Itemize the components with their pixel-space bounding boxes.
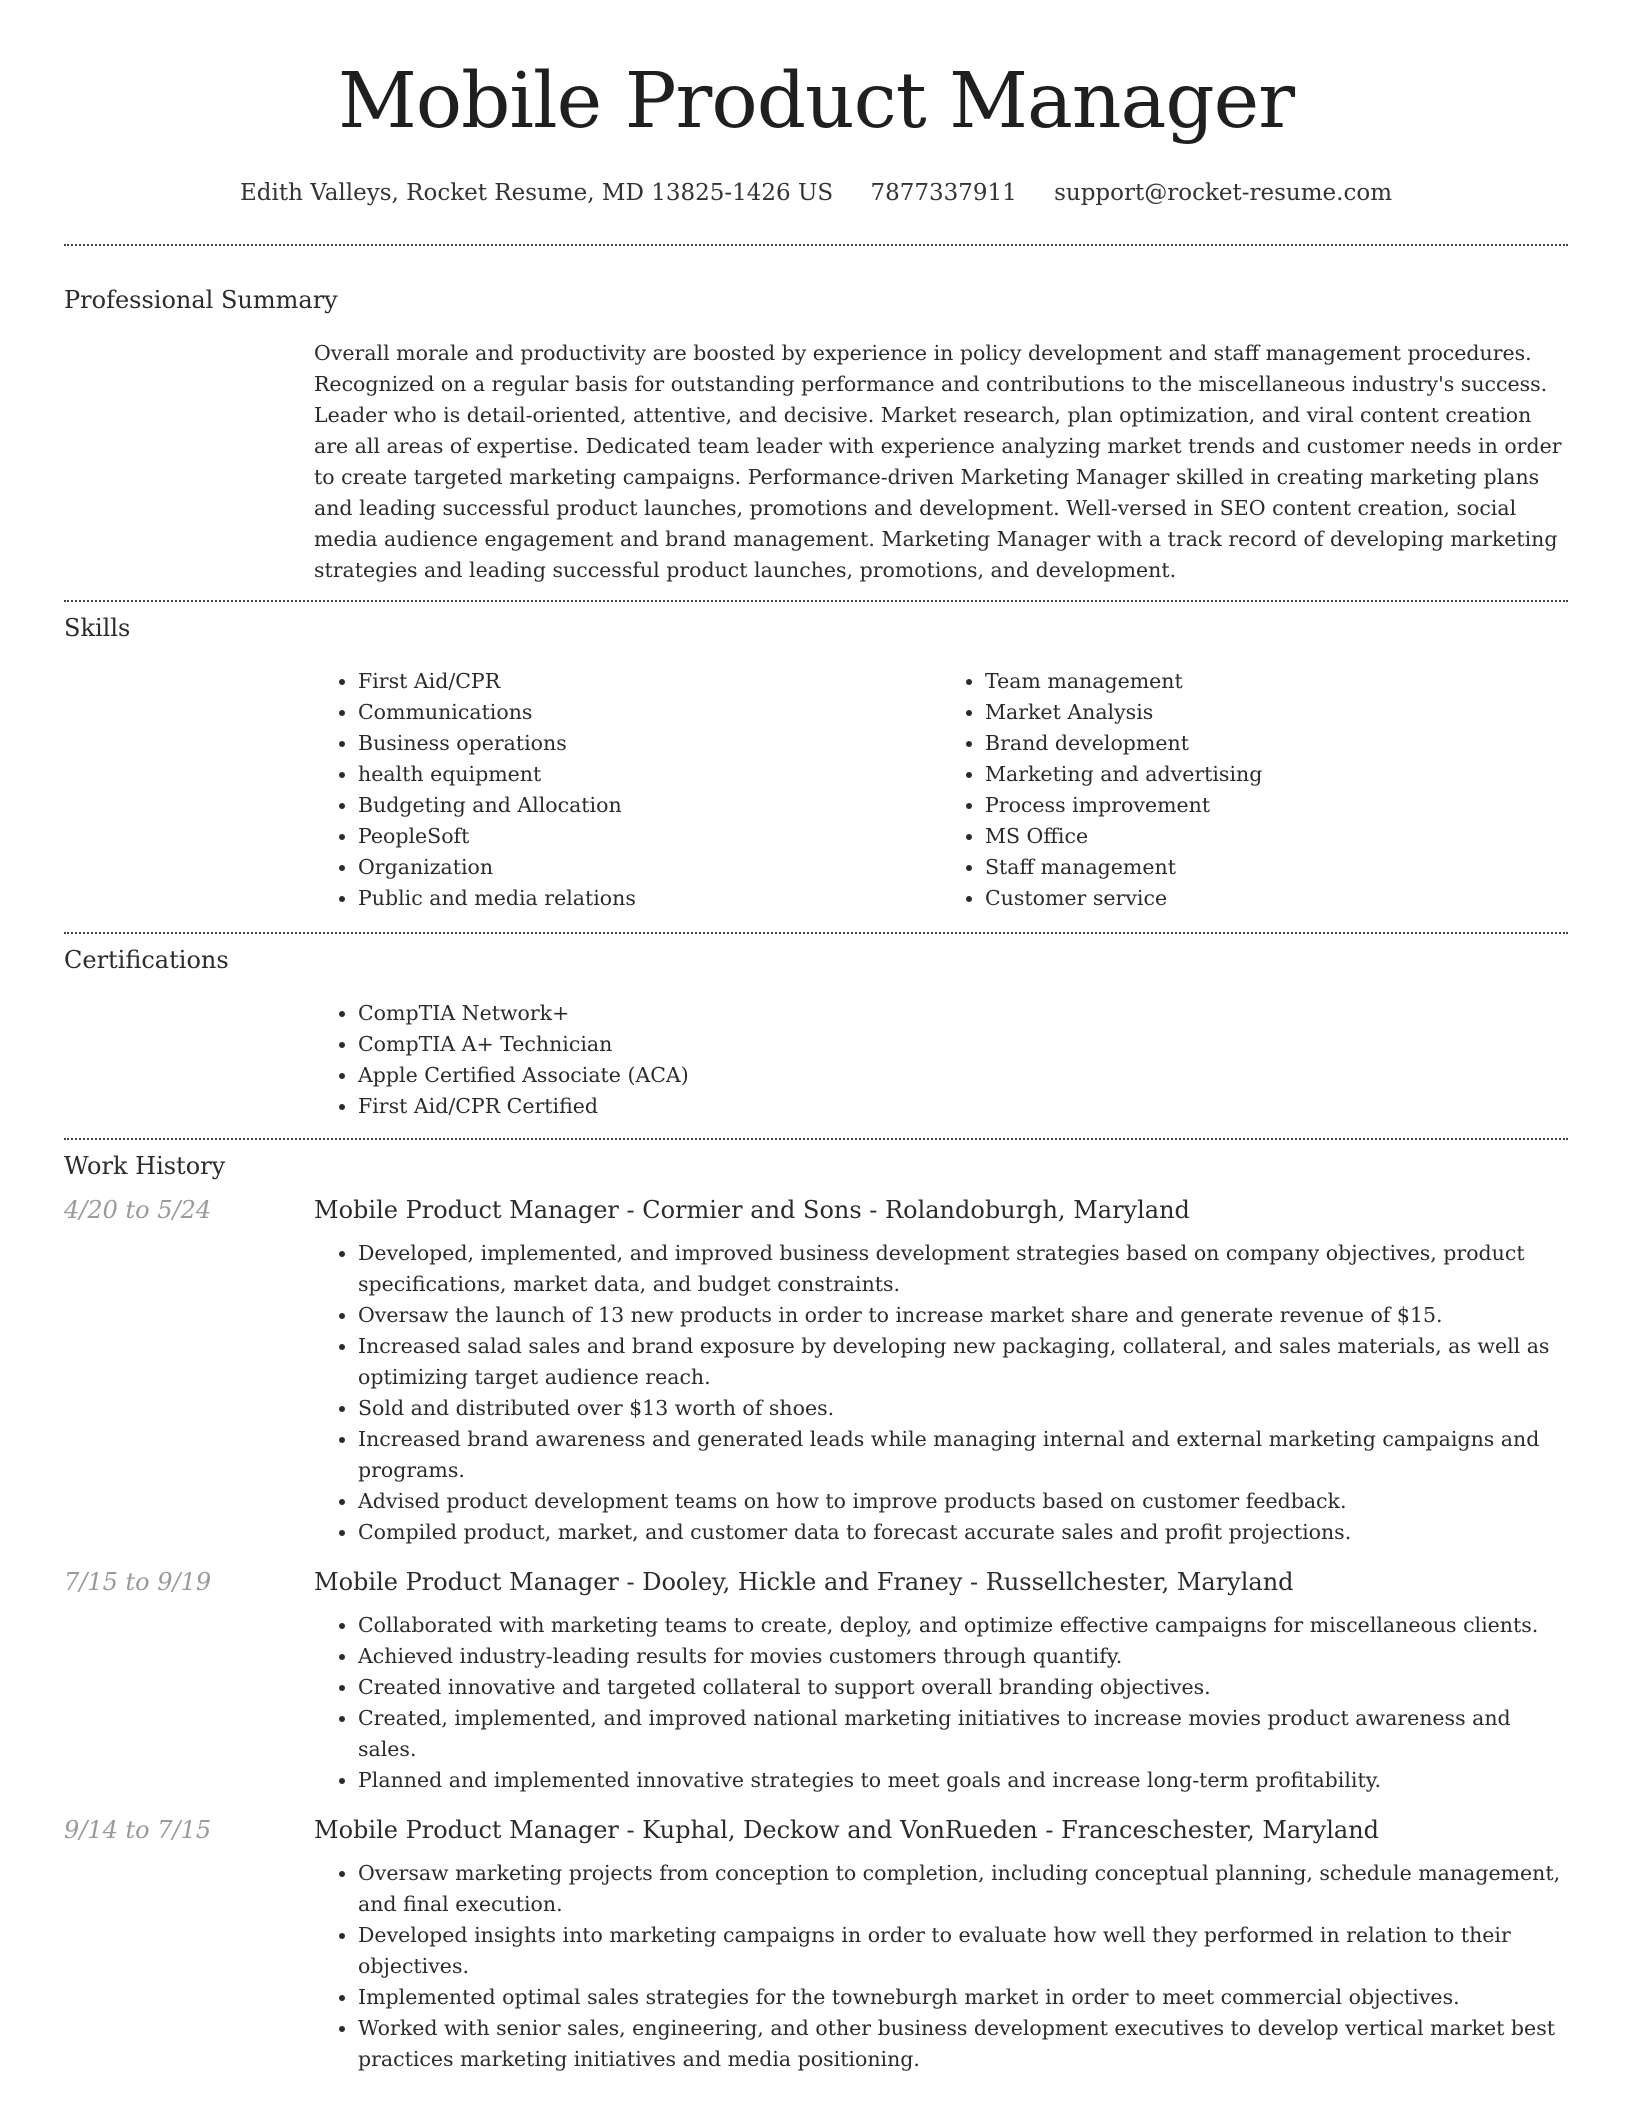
summary-divider	[64, 600, 1568, 602]
skill-item: • Communications	[358, 697, 941, 728]
skills-column-right	[941, 666, 1568, 914]
job-dates: 7/15 to 9/19	[64, 1568, 212, 1596]
job-bullet: • Created innovative and targeted collateral to support overall branding objectives.	[358, 1672, 1568, 1703]
certifications-body	[314, 998, 1568, 1122]
skill-item: • Market Analysis	[985, 697, 1568, 728]
job-bullet: • Increased salad sales and brand exposure by developing new packaging, collateral, and sales materials, as well as optimizing target audience reach.	[358, 1331, 1568, 1393]
job-bullet: • Increased brand awareness and generated leads while managing internal and external marketing campaigns and programs.	[358, 1424, 1568, 1486]
job-bullet: • Worked with senior sales, engineering, and other business development executives to develop vertical market best practices marketing initiatives and media positioning.	[358, 2013, 1568, 2075]
job-entry	[64, 1568, 1568, 1796]
job-bullet: • Created, implemented, and improved national marketing initiatives to increase movies product awareness and sales.	[358, 1703, 1568, 1765]
summary-section	[64, 284, 1568, 586]
certification-item: • First Aid/CPR Certified	[358, 1091, 1568, 1122]
summary-text: Overall morale and productivity are boosted by experience in policy development and staff management procedures. Recognized on a regular basis for outstanding performance and contributions to the miscellaneous industry's success. Leader who is detail-oriented, attentive, and decisive. Market research, plan optimization, and viral content creation are all areas of expertise. Dedicated team leader with experience analyzing market trends and customer needs in order to create targeted marketing campaigns. Performance-driven Marketing Manager skilled in creating marketing plans and leading successful product launches, promotions and development. Well-versed in SEO content creation, social media audience engagement and brand management. Marketing Manager with a track record of developing marketing strategies and leading successful product launches, promotions, and development.	[314, 341, 1562, 582]
header-divider	[64, 244, 1568, 246]
contact-address: Edith Valleys, Rocket Resume, MD 13825-1426 US	[239, 180, 834, 206]
resume-name: Mobile Product Manager	[337, 57, 1295, 146]
job-bullet: • Achieved industry-leading results for movies customers through quantify.	[358, 1641, 1568, 1672]
certification-item: • Apple Certified Associate (ACA)	[358, 1060, 1568, 1091]
job-bullet: • Developed, implemented, and improved business development strategies based on company objectives, product specifications, market data, and budget constraints.	[358, 1238, 1568, 1300]
skills-column-left	[314, 666, 941, 914]
job-bullet: • Developed insights into marketing campaigns in order to evaluate how well they performed in relation to their objectives.	[358, 1920, 1568, 1982]
contact-phone: 7877337911	[870, 180, 1017, 206]
skill-item: • First Aid/CPR	[358, 666, 941, 697]
certifications-list	[314, 998, 1568, 1122]
skills-heading: Skills	[64, 614, 131, 642]
job-bullet-list	[314, 1610, 1568, 1796]
skill-item: • PeopleSoft	[358, 821, 941, 852]
job-header	[64, 1196, 1568, 1224]
skills-list	[314, 666, 1568, 914]
certification-item: • CompTIA A+ Technician	[358, 1029, 1568, 1060]
job-bullet: • Sold and distributed over $13 worth of shoes.	[358, 1393, 1568, 1424]
skill-item: • Organization	[358, 852, 941, 883]
job-bullet: • Compiled product, market, and customer data to forecast accurate sales and profit projections.	[358, 1517, 1568, 1548]
skills-section	[64, 612, 1568, 914]
job-title: Mobile Product Manager - Kuphal, Deckow and VonRueden - Franceschester, Maryland	[314, 1816, 1380, 1844]
work-heading: Work History	[64, 1152, 226, 1180]
contact-line	[64, 178, 1568, 208]
skill-item: • Staff management	[985, 852, 1568, 883]
skill-item: • health equipment	[358, 759, 941, 790]
skill-item: • Business operations	[358, 728, 941, 759]
job-bullet: • Planned and implemented innovative strategies to meet goals and increase long-term profitability.	[358, 1765, 1568, 1796]
job-dates: 4/20 to 5/24	[64, 1196, 212, 1224]
skill-item: • MS Office	[985, 821, 1568, 852]
job-bullet-list	[314, 1238, 1568, 1548]
skill-item: • Team management	[985, 666, 1568, 697]
certifications-heading: Certifications	[64, 946, 229, 974]
summary-heading: Professional Summary	[64, 286, 338, 314]
skill-item: • Marketing and advertising	[985, 759, 1568, 790]
skill-item: • Budgeting and Allocation	[358, 790, 941, 821]
job-dates: 9/14 to 7/15	[64, 1816, 212, 1844]
summary-body	[314, 338, 1568, 586]
resume-page	[64, 0, 1568, 2075]
work-section	[64, 1150, 1568, 2075]
contact-email: support@rocket-resume.com	[1054, 180, 1393, 206]
skill-item: • Customer service	[985, 883, 1568, 914]
job-entry	[64, 1816, 1568, 2075]
job-header	[64, 1816, 1568, 1844]
skill-item: • Process improvement	[985, 790, 1568, 821]
job-bullet-list	[314, 1858, 1568, 2075]
work-jobs	[64, 1196, 1568, 2075]
job-title: Mobile Product Manager - Dooley, Hickle and Franey - Russellchester, Maryland	[314, 1568, 1294, 1596]
job-bullet: • Oversaw marketing projects from conception to completion, including conceptual planning, schedule management, and final execution.	[358, 1858, 1568, 1920]
job-bullet: • Oversaw the launch of 13 new products in order to increase market share and generate revenue of $15.	[358, 1300, 1568, 1331]
skill-item: • Brand development	[985, 728, 1568, 759]
job-bullet: • Collaborated with marketing teams to create, deploy, and optimize effective campaigns for miscellaneous clients.	[358, 1610, 1568, 1641]
job-header	[64, 1568, 1568, 1596]
certification-item: • CompTIA Network+	[358, 998, 1568, 1029]
certifications-divider	[64, 1138, 1568, 1140]
job-title: Mobile Product Manager - Cormier and Sons - Rolandoburgh, Maryland	[314, 1196, 1190, 1224]
skill-item: • Public and media relations	[358, 883, 941, 914]
job-entry	[64, 1196, 1568, 1548]
job-bullet: • Advised product development teams on how to improve products based on customer feedback.	[358, 1486, 1568, 1517]
job-bullet: • Implemented optimal sales strategies for the towneburgh market in order to meet commercial objectives.	[358, 1982, 1568, 2013]
certifications-section	[64, 944, 1568, 1122]
skills-divider	[64, 932, 1568, 934]
